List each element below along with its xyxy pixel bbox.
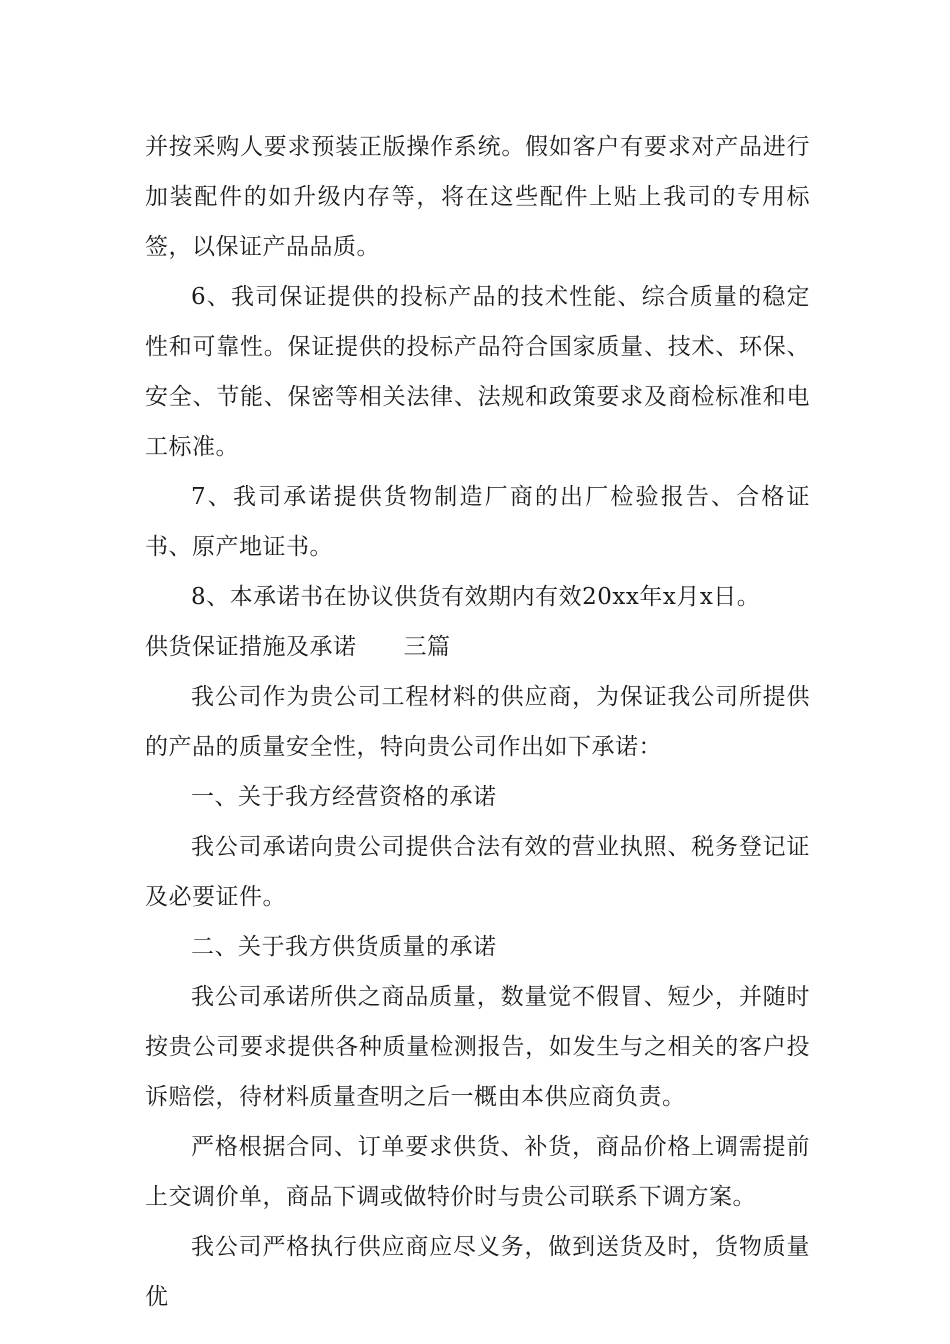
- paragraph-qualification: 我公司承诺向贵公司提供合法有效的营业执照、税务登记证及必要证件。: [145, 834, 810, 910]
- paragraph-preinstall-os: 并按采购人要求预装正版操作系统。假如客户有要求对产品进行加装配件的如升级内存等，将在这些配件上贴上我司的专用标签，以保证产品品质。: [145, 134, 810, 260]
- paragraph-item-6: 6、我司保证提供的投标产品的技术性能、综合质量的稳定性和可靠性。保证提供的投标产品符合国家质量、技术、环保、安全、节能、保密等相关法律、法规和政策要求及商检标准和电工标准。: [145, 284, 810, 460]
- subheading-quality: 二、关于我方供货质量的承诺: [191, 934, 497, 960]
- document-body: [145, 122, 810, 1322]
- paragraph-quality: 我公司承诺所供之商品质量，数量觉不假冒、短少，并随时按贵公司要求提供各种质量检测报告，如发生与之相关的客户投诉赔偿，待材料质量查明之后一概由本供应商负责。: [145, 984, 810, 1110]
- subheading-qualification: 一、关于我方经营资格的承诺: [191, 784, 497, 810]
- paragraph-intro: 我公司作为贵公司工程材料的供应商，为保证我公司所提供的产品的质量安全性，特向贵公司作出如下承诺：: [145, 684, 810, 760]
- paragraph-item-7: 7、我司承诺提供货物制造厂商的出厂检验报告、合格证书、原产地证书。: [145, 484, 810, 560]
- paragraph-pricing: 严格根据合同、订单要求供货、补货，商品价格上调需提前上交调价单，商品下调或做特价时与贵公司联系下调方案。: [145, 1134, 810, 1210]
- paragraph-item-8: 8、本承诺书在协议供货有效期内有效20xx年x月x日。: [191, 584, 761, 610]
- paragraph-obligations: 我公司严格执行供应商应尽义务，做到送货及时，货物质量优: [145, 1234, 810, 1310]
- section-heading: 供货保证措施及承诺 三篇: [145, 634, 451, 660]
